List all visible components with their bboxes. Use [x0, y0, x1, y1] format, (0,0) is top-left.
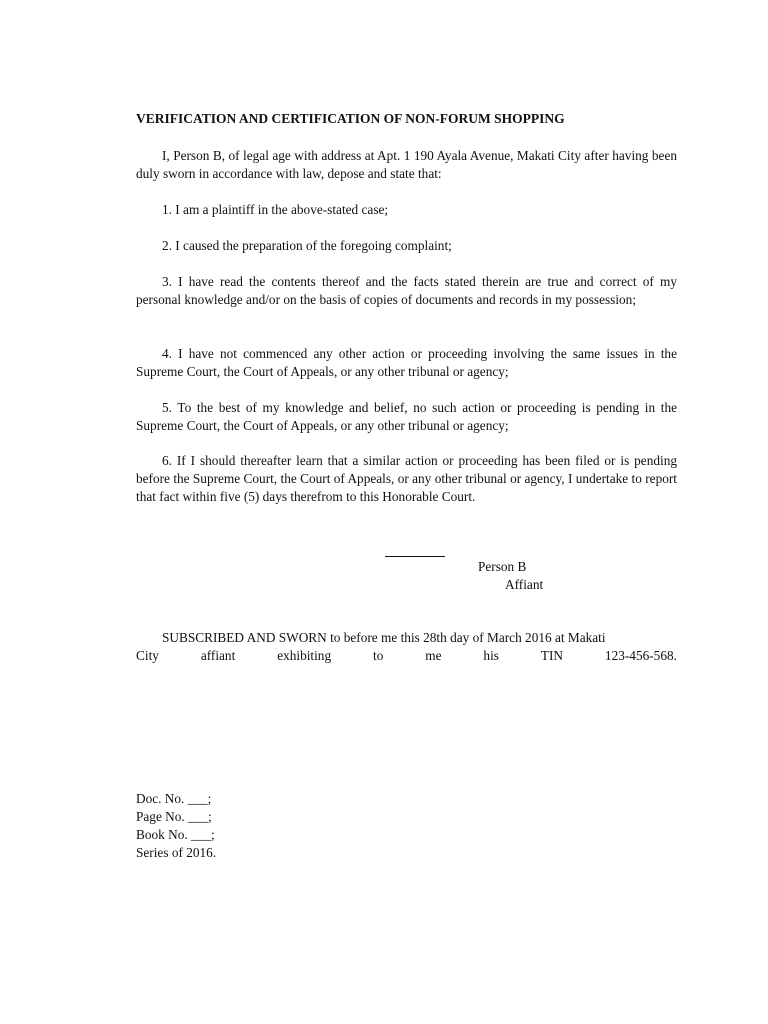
- jurat-line-1: SUBSCRIBED AND SWORN to before me this 28th day of March 2016 at Makati: [162, 630, 606, 645]
- jurat-word: exhibiting: [277, 648, 332, 663]
- statement-item-6: 6. If I should thereafter learn that a similar action or proceeding has been filed or is pending before the Supreme Court, the Court of Appeals, or any other tribunal or agency, I undertake to report that fact within five (5) days therefrom to this Honorable Court.: [136, 453, 677, 504]
- jurat-word: City: [136, 648, 159, 663]
- signature-line: [385, 556, 445, 557]
- notarial-register: [136, 790, 216, 862]
- statement-item-4: 4. I have not commenced any other action or proceeding involving the same issues in the Supreme Court, the Court of Appeals, or any other tribunal or agency;: [136, 346, 677, 379]
- statement-item-5: 5. To the best of my knowledge and belief, no such action or proceeding is pending in the Supreme Court, the Court of Appeals, or any other tribunal or agency;: [136, 400, 677, 433]
- series: Series of 2016.: [136, 845, 217, 860]
- jurat-paragraph: [136, 629, 677, 665]
- jurat-word: me: [425, 648, 442, 663]
- statement-item-1: 1. I am a plaintiff in the above-stated case;: [162, 202, 389, 217]
- page-no: Page No. ___;: [136, 809, 212, 824]
- affiant-title: Affiant: [505, 577, 544, 592]
- jurat-word: TIN: [540, 648, 564, 663]
- book-no: Book No. ___;: [136, 827, 215, 842]
- intro-paragraph: I, Person B, of legal age with address at Apt. 1 190 Ayala Avenue, Makati City after having been duly sworn in accordance with law, depose and state that:: [136, 148, 677, 181]
- statement-item-3: 3. I have read the contents thereof and the facts stated therein are true and correct of my personal knowledge and/or on the basis of copies of documents and records in my possession;: [136, 274, 677, 307]
- statement-item-2: 2. I caused the preparation of the foregoing complaint;: [162, 238, 452, 253]
- jurat-word: 123-456-568.: [604, 648, 677, 663]
- document-title: VERIFICATION AND CERTIFICATION OF NON-FORUM SHOPPING: [136, 111, 565, 126]
- jurat-word: his: [483, 648, 499, 663]
- jurat-word: affiant: [200, 648, 236, 663]
- jurat-line-2: [136, 647, 677, 665]
- affiant-name: Person B: [478, 559, 527, 574]
- doc-no: Doc. No. ___;: [136, 791, 212, 806]
- jurat-word: to: [373, 648, 384, 663]
